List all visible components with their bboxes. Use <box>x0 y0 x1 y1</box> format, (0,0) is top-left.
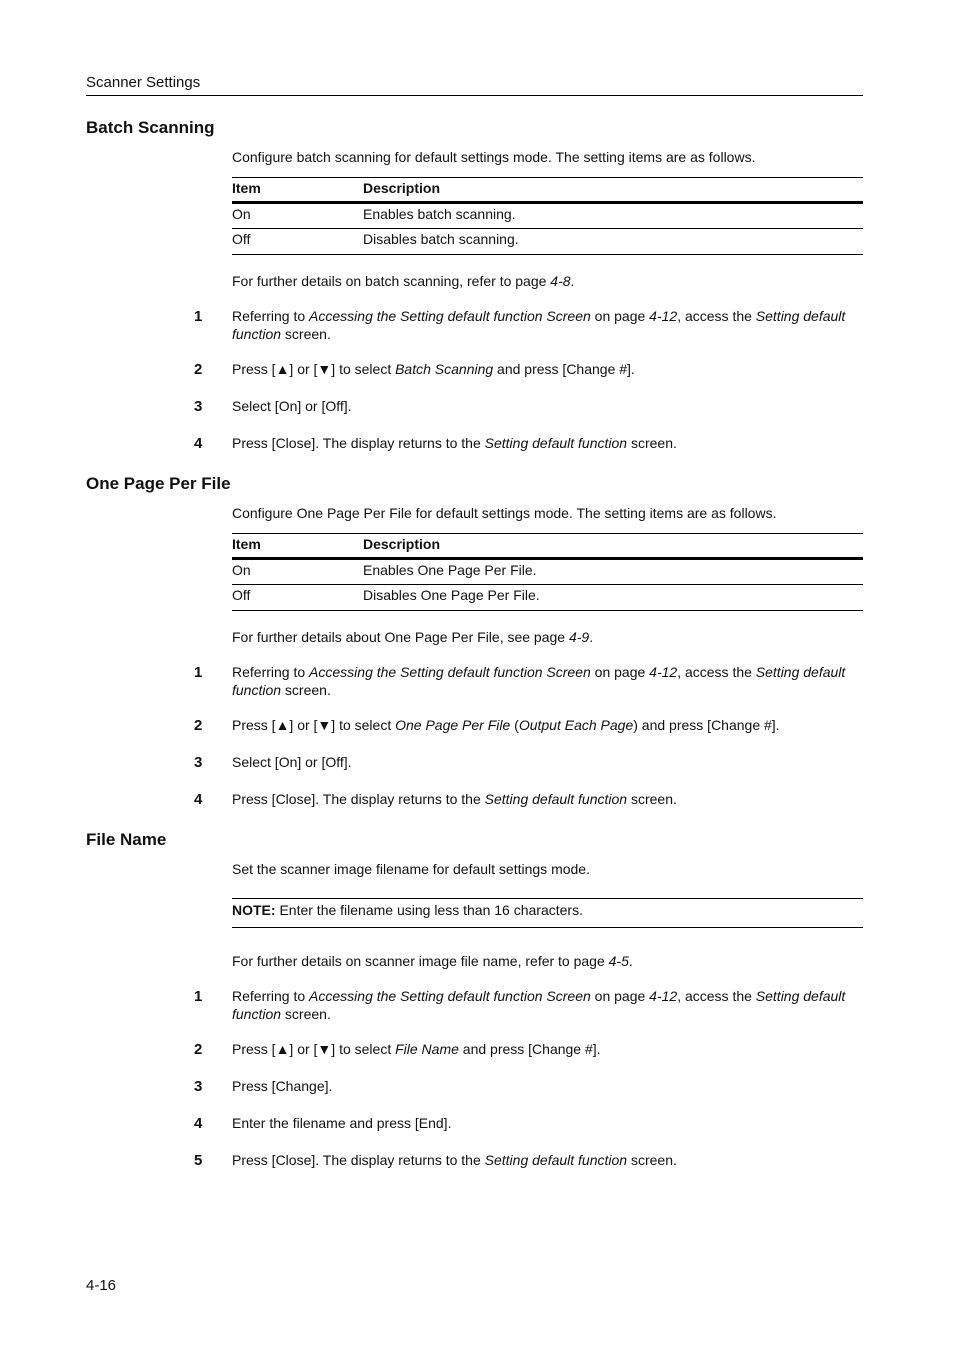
step-text: Press [Change]. <box>232 1078 333 1094</box>
step-text: Referring to Accessing the Setting default function Screen on page 4-12, access the Setting default function screen. <box>232 308 846 342</box>
table-cell: Enables One Page Per File. <box>363 562 537 578</box>
note-label: NOTE: <box>232 902 276 918</box>
table-cell: Disables batch scanning. <box>363 231 519 247</box>
step-number: 4 <box>194 1115 203 1132</box>
step-number: 2 <box>194 361 203 378</box>
step-number: 3 <box>194 398 203 415</box>
step-text: Press [▲] or [▼] to select File Name and press [Change #]. <box>232 1041 601 1057</box>
table-header-description: Description <box>363 180 441 196</box>
table-row <box>232 203 863 228</box>
cross-reference: For further details on batch scanning, refer to page 4-8. <box>232 273 575 289</box>
section-heading-batch-scanning: Batch Scanning <box>86 118 215 137</box>
table-cell: Disables One Page Per File. <box>363 587 540 603</box>
step-number: 2 <box>194 717 203 734</box>
table-row <box>232 584 863 609</box>
section-heading-one-page-per-file: One Page Per File <box>86 474 231 493</box>
step-number: 3 <box>194 754 203 771</box>
step-text: Referring to Accessing the Setting default function Screen on page 4-12, access the Setting default function screen. <box>232 988 846 1022</box>
step-text: Press [Close]. The display returns to the Setting default function screen. <box>232 791 677 807</box>
step-number: 4 <box>194 791 203 808</box>
step-text: Select [On] or [Off]. <box>232 398 352 414</box>
step-number: 4 <box>194 435 203 452</box>
step-text: Referring to Accessing the Setting default function Screen on page 4-12, access the Setting default function screen. <box>232 664 846 698</box>
table-row <box>232 228 863 253</box>
step-text: Press [Close]. The display returns to the Setting default function screen. <box>232 1152 677 1168</box>
step-number: 2 <box>194 1041 203 1058</box>
step-text: Enter the filename and press [End]. <box>232 1115 452 1131</box>
table-cell: Enables batch scanning. <box>363 206 516 222</box>
note-text: Enter the filename using less than 16 characters. <box>275 902 583 918</box>
section-intro: Set the scanner image filename for default settings mode. <box>232 861 590 877</box>
cross-reference: For further details about One Page Per File, see page 4-9. <box>232 629 594 645</box>
note-box <box>232 898 863 928</box>
table-header-description: Description <box>363 536 441 552</box>
step-text: Press [▲] or [▼] to select One Page Per File (Output Each Page) and press [Change #]. <box>232 717 780 733</box>
settings-table <box>232 533 863 609</box>
settings-table <box>232 177 863 253</box>
table-cell: On <box>232 206 251 222</box>
section-heading-file-name: File Name <box>86 830 167 849</box>
table-header-item: Item <box>232 180 261 196</box>
cross-reference: For further details on scanner image file name, refer to page 4-5. <box>232 953 633 969</box>
step-number: 5 <box>194 1152 203 1169</box>
step-number: 1 <box>194 308 203 325</box>
page-number: 4-16 <box>86 1277 117 1294</box>
table-cell: Off <box>232 587 251 603</box>
header-divider <box>86 95 863 96</box>
step-number: 3 <box>194 1078 203 1095</box>
step-text: Press [Close]. The display returns to the Setting default function screen. <box>232 435 677 451</box>
step-number: 1 <box>194 664 203 681</box>
section-intro: Configure batch scanning for default settings mode. The setting items are as follows. <box>232 149 756 165</box>
step-number: 1 <box>194 988 203 1005</box>
table-row <box>232 559 863 584</box>
step-text: Press [▲] or [▼] to select Batch Scanning and press [Change #]. <box>232 361 635 377</box>
table-cell: Off <box>232 231 251 247</box>
section-intro: Configure One Page Per File for default settings mode. The setting items are as follows. <box>232 505 777 521</box>
step-text: Select [On] or [Off]. <box>232 754 352 770</box>
running-header: Scanner Settings <box>86 74 201 91</box>
table-cell: On <box>232 562 251 578</box>
table-header-item: Item <box>232 536 261 552</box>
